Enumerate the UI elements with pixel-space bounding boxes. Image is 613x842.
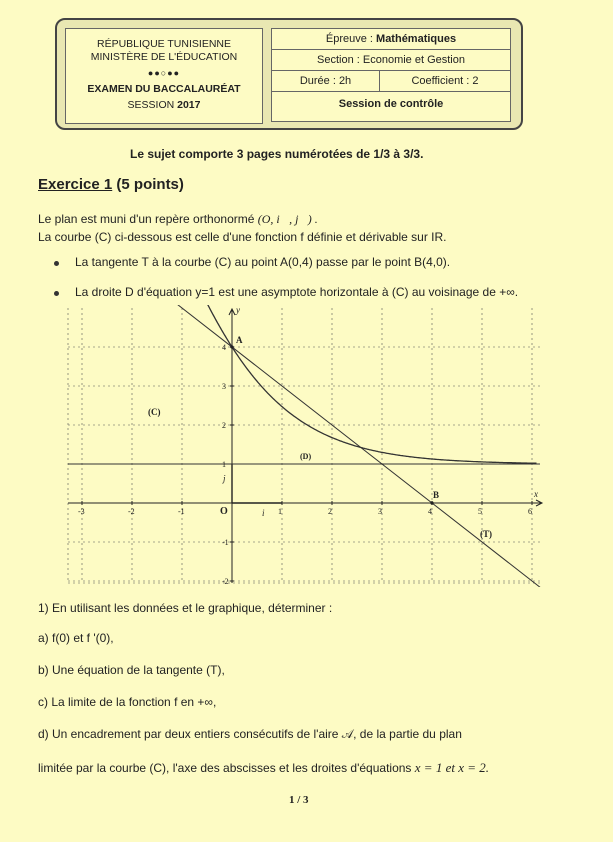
frame-notation: (O, i⃗, j⃗) .	[257, 212, 318, 226]
question-d-text: limitée par la courbe (C), l'axe des abscisses et les droites d'équations	[38, 761, 412, 775]
curve-label: (C)	[148, 407, 161, 417]
question-1: 1) En utilisant les données et le graphique, déterminer :	[38, 601, 333, 615]
j-label: j	[223, 473, 226, 484]
epreuve-value: Mathématiques	[376, 33, 457, 45]
x-axis-label: x	[534, 489, 538, 499]
curve-c	[145, 305, 537, 463]
x-tick-label: 3	[378, 507, 382, 516]
bullet-dot-2	[54, 291, 59, 296]
question-d: d) Un encadrement par deux entiers consécutifs de l'aire 𝒜, de la partie du plan	[38, 727, 462, 741]
session-label: SESSION	[127, 99, 175, 111]
intro-line-2: La courbe (C) ci-dessous est celle d'une fonction f définie et dérivable sur IR.	[38, 230, 447, 244]
x-tick-label: 5	[478, 507, 482, 516]
point-b-label: B	[433, 490, 440, 500]
section-row: Section : Economie et Gestion	[272, 50, 510, 71]
question-d-equations: x = 1 et x = 2.	[414, 760, 489, 775]
coefficient: Coefficient : 2	[380, 71, 510, 92]
y-tick-label: 4	[222, 343, 226, 352]
session-line	[66, 99, 262, 112]
page-number: 1 / 3	[289, 794, 309, 806]
question-b: b) Une équation de la tangente (T),	[38, 663, 225, 677]
duree: Durée : 2h	[272, 71, 380, 92]
ministry: MINISTÈRE DE L'ÉDUCATION	[90, 51, 238, 63]
exam-title: EXAMEN DU BACCALAURÉAT	[87, 83, 241, 95]
x-tick-label: 2	[328, 507, 332, 516]
header-right-block	[271, 28, 511, 122]
grid	[68, 308, 540, 583]
x-tick-label: 4	[428, 507, 432, 516]
y-tick-label: 2	[222, 421, 226, 430]
point-a-dot	[230, 345, 233, 348]
y-tick-label: 3	[222, 382, 226, 391]
epreuve-label: Épreuve :	[325, 33, 373, 45]
country: RÉPUBLIQUE TUNISIENNE	[96, 38, 231, 50]
bullet-2: La droite D d'équation y=1 est une asymptote horizontale à (C) au voisinage de +∞.	[75, 285, 519, 299]
exercise-heading	[38, 176, 184, 193]
epreuve-row	[272, 29, 510, 50]
function-graph	[60, 305, 550, 587]
x-tick-label: 6	[528, 507, 532, 516]
y-axis-label: y	[236, 305, 240, 315]
exercise-title: Exercice 1	[38, 176, 113, 193]
y-tick-label: -1	[222, 538, 229, 547]
i-label: i	[262, 508, 265, 518]
intro-line-1	[38, 212, 318, 227]
origin-label: O	[220, 506, 228, 517]
dots-emblem: ●●○●●	[147, 68, 181, 78]
point-a-label: A	[236, 335, 243, 345]
x-tick-label: -1	[178, 507, 185, 516]
x-tick-label: -2	[128, 507, 135, 516]
y-tick-label: -2	[222, 577, 229, 586]
question-a: a) f(0) et f '(0),	[38, 631, 114, 645]
session-year: 2017	[177, 99, 201, 111]
exercise-points: (5 points)	[116, 176, 184, 193]
x-tick-label: 1	[278, 507, 282, 516]
point-b-dot	[430, 501, 433, 504]
x-tick-label: -3	[78, 507, 85, 516]
session-type: Session de contrôle	[338, 98, 444, 110]
question-c: c) La limite de la fonction f en +∞,	[38, 695, 217, 709]
y-tick-label: 1	[222, 460, 226, 469]
page-notice: Le sujet comporte 3 pages numérotées de 1/3 à 3/3.	[130, 147, 424, 161]
asymptote-label: (D)	[300, 452, 312, 461]
question-d-line-2	[38, 760, 489, 776]
exam-header	[55, 18, 523, 130]
header-left-block	[65, 28, 263, 124]
intro-text: Le plan est muni d'un repère orthonormé	[38, 212, 255, 226]
bullet-dot-1	[54, 261, 59, 266]
tangent-label: (T)	[480, 529, 492, 539]
bullet-1: La tangente T à la courbe (C) au point A(0,4) passe par le point B(4,0).	[75, 255, 451, 269]
